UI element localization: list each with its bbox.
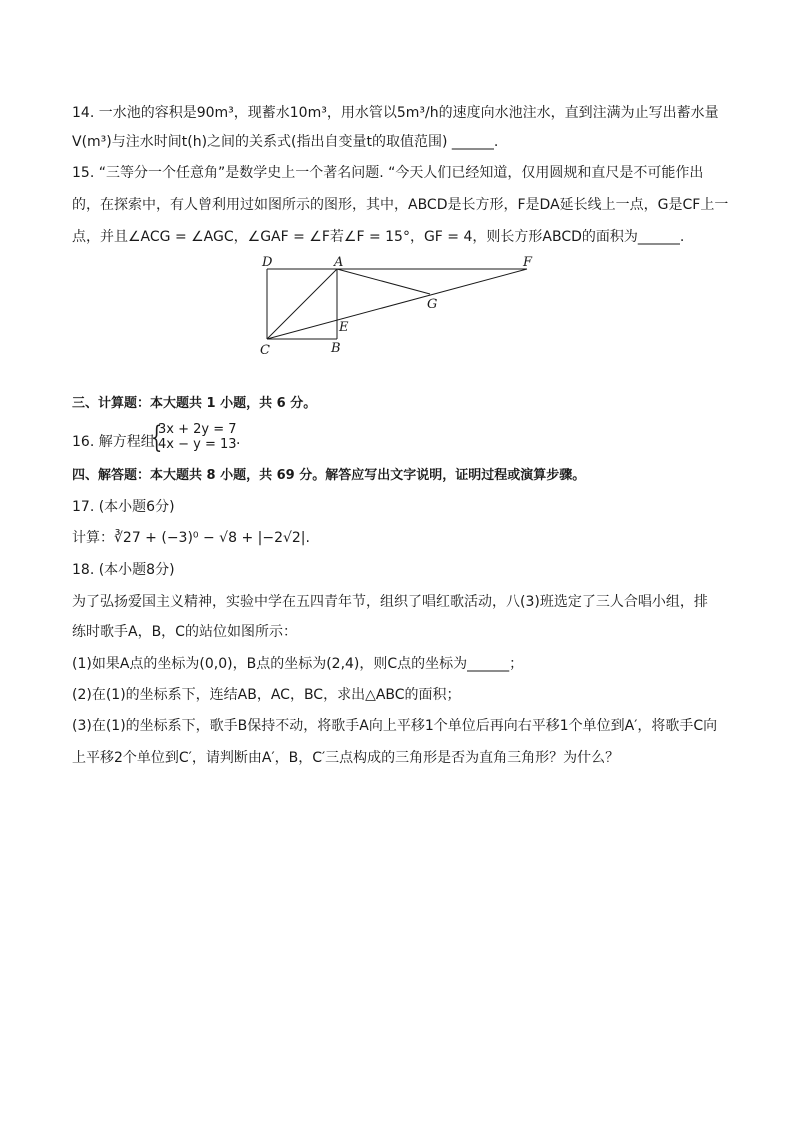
label-f: F — [523, 255, 533, 270]
q15-line-3: 点，并且∠ACG = ∠AGC，∠GAF = ∠F若∠F = 15°，GF = 4，则长方形ABCD的面积为______. — [72, 229, 685, 245]
q18-title: 18. (本小题8分) — [72, 562, 175, 578]
q18-part-2: (2)在(1)的坐标系下，连结AB，AC，BC，求出△ABC的面积； — [72, 687, 461, 703]
label-c: C — [260, 343, 270, 358]
q18-part-3-line-1: (3)在(1)的坐标系下，歌手B保持不动，将歌手A向上平移1个单位后再向右平移1个单位到A′，将歌手C向 — [72, 718, 718, 734]
rectangle-triangle-diagram — [255, 254, 545, 364]
q15-line-2: 的，在探索中，有人曾利用过如图所示的图形，其中，ABCD是长方形，F是DA延长线上一点，G是CF上一 — [72, 197, 729, 213]
section-3-heading: 三、计算题：本大题共 1 小题，共 6 分。 — [72, 396, 317, 411]
q18-part-3-line-2: 上平移2个单位到C′，请判断由A′，B，C′三点构成的三角形是否为直角三角形？为什么？ — [72, 750, 620, 766]
line-cf — [267, 269, 527, 339]
q16-eq-1: 3x + 2y = 7 — [158, 422, 237, 437]
q18-part-1: (1)如果A点的坐标为(0,0)，B点的坐标为(2,4)，则C点的坐标为______； — [72, 656, 524, 672]
label-g: G — [427, 297, 438, 312]
q18-intro-1: 为了弘扬爱国主义精神，实验中学在五四青年节，组织了唱红歌活动，八(3)班选定了三人合唱小组，排 — [72, 594, 708, 610]
q16-eq-2: 4x − y = 13 — [158, 437, 237, 452]
line-ca — [267, 269, 337, 339]
q14-line-2: V(m³)与注水时间t(h)之间的关系式(指出自变量t的取值范围) ______. — [72, 134, 499, 150]
q16-suffix: . — [236, 432, 241, 448]
label-e: E — [339, 320, 349, 335]
q14-line-1: 14. 一水池的容积是90m³，现蓄水10m³，用水管以5m³/h的速度向水池注水，直到注满为止写出蓄水量 — [72, 105, 719, 121]
label-a: A — [334, 255, 344, 270]
q17-body: 计算：∛27 + (−3)⁰ − √8 + |−2√2|. — [72, 530, 310, 546]
q16-prefix: 16. 解方程组 — [72, 434, 155, 450]
geometry-figure — [255, 254, 545, 364]
line-ag — [337, 269, 430, 294]
q17-title: 17. (本小题6分) — [72, 499, 175, 515]
section-4-heading: 四、解答题：本大题共 8 小题，共 69 分。解答应写出文字说明，证明过程或演算步骤。 — [72, 468, 586, 483]
q18-intro-2: 练时歌手A，B，C的站位如图所示： — [72, 624, 297, 640]
q15-line-1: 15. “三等分一个任意角”是数学史上一个著名问题. “今天人们已经知道，仅用圆规和直尺是不可能作出 — [72, 165, 704, 181]
label-d: D — [262, 255, 273, 270]
label-b: B — [331, 341, 341, 356]
brace-icon: { — [150, 420, 163, 455]
